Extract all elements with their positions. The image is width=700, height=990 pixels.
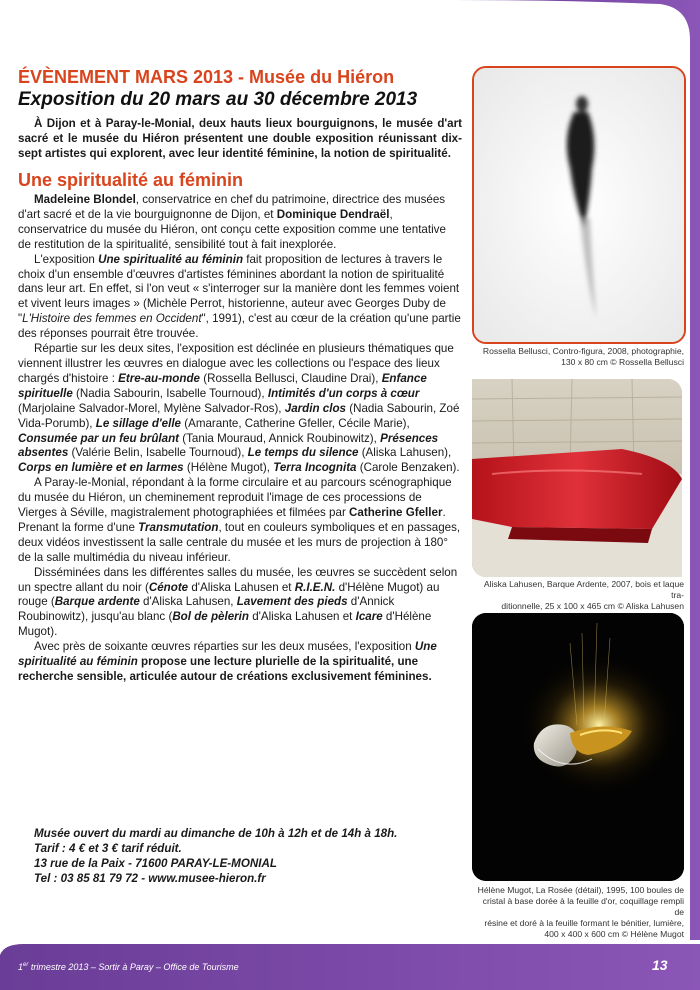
section-title: Une spiritualité au féminin bbox=[18, 170, 244, 190]
barque-image bbox=[472, 379, 682, 577]
caption-2: Aliska Lahusen, Barque Ardente, 2007, bois et laque tra- ditionnelle, 25 x 100 x 465 cm © Aliska Lahusen bbox=[483, 579, 684, 611]
photo-la-rosee bbox=[472, 613, 684, 881]
paragraph-4: A Paray-le-Monial, répondant à la forme circulaire et au parcours scénographique du musée du Hiéron, un cheminement reproduit l'image de ces processions de Vierges à Séville, magistralement photographiées et filmées par Catherine Gfeller. Prenant la forme d'une Transmutation, tout en couleurs symboliques et en passages, deux vidéos investissent la salle centrale du musée et les murs de projection à 180° de la salle multimédia du niveau inférieur. bbox=[18, 476, 461, 564]
paragraph-2: L'exposition Une spiritualité au féminin fait proposition de lectures à travers le choix d'un ensemble d'œuvres d'artistes féminines abordant la notion de spiritualité dans leur art. En effet, si l'on veut « s'interroger sur la manière dont les femmes voient et vivent leurs images » (Michèle Perrot, historienne, auteur avec Georges Duby de "L'Histoire des femmes en Occident", 1991), c'est au cœur de la création qu'une partie des réponses pourrait être trouvée. bbox=[18, 252, 461, 341]
paragraph-3: Répartie sur les deux sites, l'exposition est déclinée en plusieurs thématiques que viennent illustrer les œuvres en dialogue avec les collections ou l'espace des lieux chargés d'histoire : Etre-au-monde (Rossella Bellusci, Claudine Drai), Enfance spirituelle (Nadia Sabourin, Isabelle Tournoud), Intimités d'un corps à cœur (Marjolaine Salvador-Morel, Mylène Salvador-Ros), Jardin clos (Nadia Sabourin, Zoé Vida-Porumb), Le sillage d'elle (Amarante, Catherine Gfeller, Cécile Marie), Consumée par un feu brûlant (Tania Mouraud, Annick Roubinowitz), Présences absentes (Valérie Belin, Isabelle Tournoud), Le temps du silence (Aliska Lahusen), Corps en lumière et en larmes (Hélène Mugot), Terra Incognita (Carole Benzaken). bbox=[18, 342, 460, 475]
photo-contro-figura bbox=[472, 66, 686, 344]
article-body bbox=[18, 193, 462, 685]
paragraph-1: Madeleine Blondel, conservatrice en chef du patrimoine, directrice des musées d'art sacré et de la vie bourguignonne de Dijon, et Dominique Dendraël, conservatrice du musée du Hiéron, ont conçu cette exposition comme une tentative de restitution de la spiritualité, sensibilité tout à fait inexplorée. bbox=[18, 193, 446, 251]
address: 13 rue de la Paix - 71600 PARAY-LE-MONIAL bbox=[34, 857, 277, 870]
exhibition-dates: Exposition du 20 mars au 30 décembre 2013 bbox=[18, 89, 418, 110]
article bbox=[18, 66, 462, 685]
event-title: ÉVÈNEMENT MARS 2013 - Musée du Hiéron bbox=[18, 67, 395, 87]
footer-text: 1er trimestre 2013 – Sortir à Paray – Office de Tourisme bbox=[18, 962, 239, 972]
tarif: Tarif : 4 € et 3 € tarif réduit. bbox=[34, 842, 182, 855]
photo-barque-ardente bbox=[472, 379, 682, 577]
opening-hours: Musée ouvert du mardi au dimanche de 10h à 12h et de 14h à 18h. bbox=[34, 827, 398, 840]
paragraph-5: Disséminées dans les différentes salles du musée, les œuvres se succèdent selon un spectre allant du noir (Cénote d'Aliska Lahusen et R.I.E.N. d'Hélène Mugot) au rouge (Barque ardente d'Aliska Lahusen, Lavement des pieds d'Annick Roubinowitz), jusqu'au blanc (Bol de pèlerin d'Aliska Lahusen et Icare d'Hélène Mugot). bbox=[18, 565, 458, 639]
figure-image bbox=[474, 68, 684, 342]
museum-info bbox=[34, 826, 454, 886]
contact: Tel : 03 85 81 79 72 - www.musee-hieron.fr bbox=[34, 872, 266, 885]
page-number: 13 bbox=[652, 957, 668, 973]
caption-1: Rossella Bellusci, Contro-figura, 2008, photographie, 130 x 80 cm © Rossella Bellusci bbox=[482, 346, 684, 367]
intro-paragraph: À Dijon et à Paray-le-Monial, deux hauts lieux bourguignons, le musée d'art sacré et le musée du Hiéron présentent une double exposition réunissant dix-sept artistes qui explorent, avec leur identité féminine, la notion de spiritualité. bbox=[18, 117, 462, 160]
caption-3: Hélène Mugot, La Rosée (détail), 1995, 100 boules de cristal à base dorée à la feuille d'or, coquillage rempli de résine et doré à la feuille formant le bénitier, lumière, 400 x 400 x 600 cm © Hélène Mugot bbox=[477, 885, 684, 939]
rosee-image bbox=[472, 613, 684, 881]
paragraph-6: Avec près de soixante œuvres réparties sur les deux musées, l'exposition Une spiritualité au féminin propose une lecture plurielle de la spiritualité, une recherche sensible, articulée autour de créations exclusivement féminines. bbox=[18, 640, 437, 683]
